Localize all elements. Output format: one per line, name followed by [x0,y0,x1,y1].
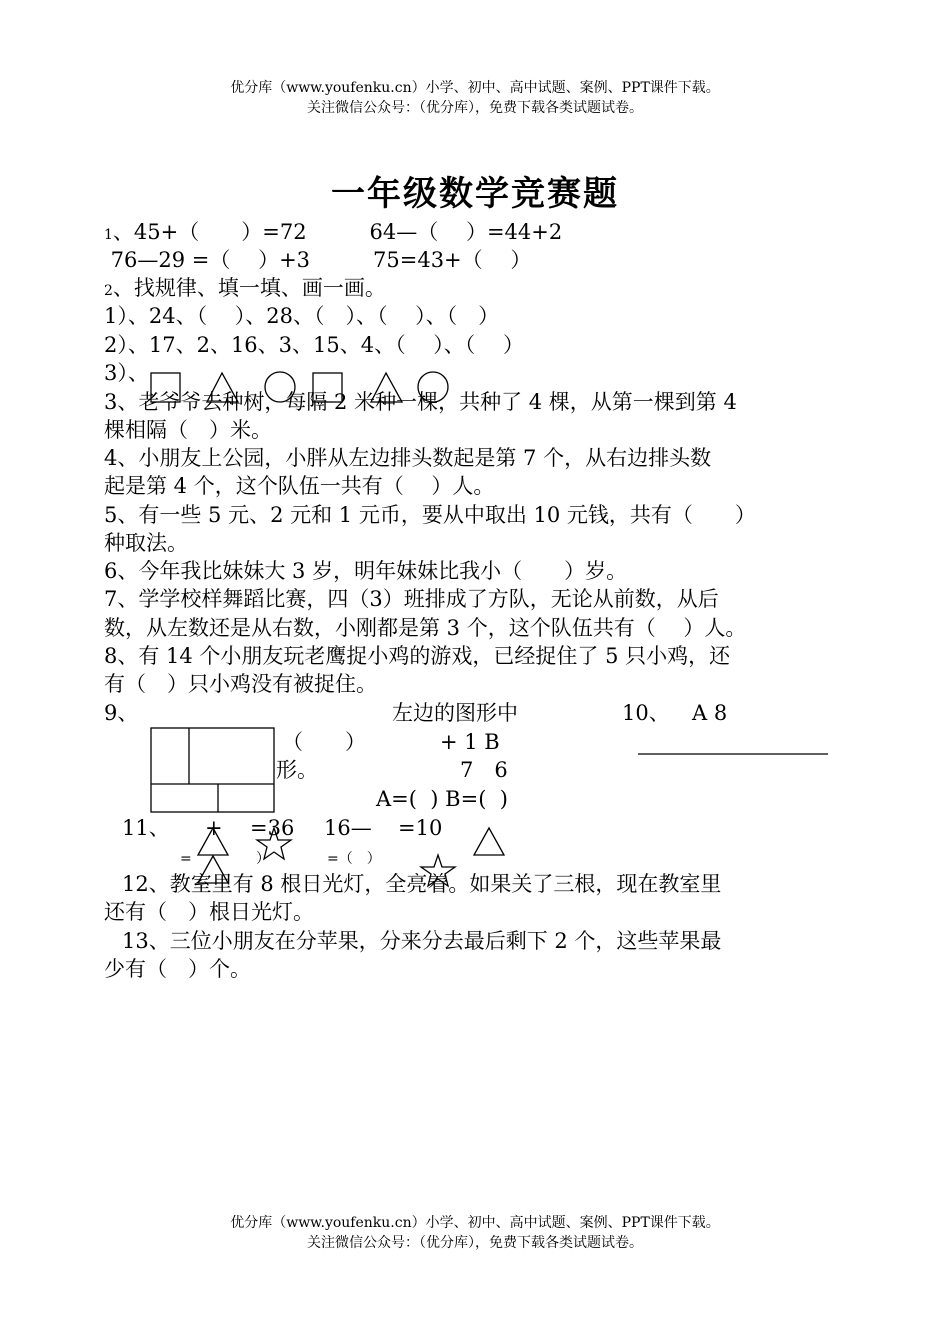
question-2-intro [104,274,386,305]
question-2-intro-text: 、找规律、填一填、画一画。 [112,276,386,300]
question-9-text: 左边的图形中 [392,701,518,725]
question-11-number: 11、 [122,816,170,840]
question-13-line-1: 13、三位小朋友在分苹果，分来分去最后剩下 2 个，这些苹果最 [122,929,722,953]
question-11-minus: 16— [324,816,372,840]
triangle-shape [474,828,504,855]
rectangle-figure [150,727,276,814]
sum-line [638,752,830,756]
question-12-line-1: 12、教室里有 8 根日光灯，全亮着。如果关了三根，现在教室里 [122,872,722,896]
question-10-answer: A=( ) B=( ) [376,787,508,811]
question-9-blank: （ ） [282,730,366,754]
question-9-text-end: 形。 [276,758,318,782]
question-6-line-1: 6、今年我比妹妹大 3 岁，明年妹妹比我小（ ）岁。 [104,559,628,583]
header-line-1: 优分库（www.youfenku.cn）小学、初中、高中试题、案例、PPT课件下载。 [230,80,720,96]
question-11-plus: + [205,816,223,840]
question-2-number: 2 [104,283,113,299]
question-10-number: 10、 [622,701,670,725]
question-3-line-2: 棵相隔（ ）米。 [104,418,272,442]
question-5-line-2: 种取法。 [104,531,188,555]
question-11-eq-2: =10 [398,816,443,840]
question-12-line-2: 还有（ ）根日光灯。 [104,900,314,924]
question-7-line-1: 7、学学校样舞蹈比赛，四（3）班排成了方队，无论从前数，从后 [104,587,719,611]
question-9-number: 9、 [104,701,139,725]
triangle-shape [198,828,228,855]
question-1-number: 1 [104,227,113,243]
question-11-ans-2: =（ ） [327,851,381,867]
question-4-line-2: 起是第 4 个，这个队伍一共有（ ）人。 [104,474,495,498]
footer-line-1: 优分库（www.youfenku.cn）小学、初中、高中试题、案例、PPT课件下载。 [230,1215,720,1231]
question-2-line-1: 1）、24、（ ）、28、（ ）、（ ）、（ ） [104,304,500,328]
question-2-line-3: 3）、 [104,361,149,385]
question-2-line-2: 2）、17、2、16、3、15、4、（ ）、（ ） [104,333,524,357]
question-1-line-2: 76—29 =（ ）+3 75=43+（ ） [104,248,532,272]
question-8-line-2: 有（ ）只小鸡没有被捉住。 [104,672,377,696]
question-1-line-1 [104,218,562,249]
question-13-line-2: 少有（ ）个。 [104,957,251,981]
footer-line-2: 关注微信公众号：（优分库），免费下载各类试题试卷。 [307,1235,643,1251]
question-11-eq-1: =36 [250,816,295,840]
question-10-row-2: + 1 B [440,730,500,754]
question-1-text: 、45+（ ）=72 64—（ ）=44+2 [112,220,563,244]
question-4-line-1: 4、小朋友上公园，小胖从左边排头数起是第 7 个，从右边排头数 [104,446,712,470]
question-7-line-2: 数，从左数还是从右数，小刚都是第 3 个，这个队伍共有（ ）人。 [104,616,747,640]
header-line-2: 关注微信公众号：（优分库），免费下载各类试题试卷。 [307,100,643,116]
question-10-row-3: 7 6 [460,758,508,782]
question-5-line-1: 5、有一些 5 元、2 元和 1 元币，要从中取出 10 元钱，共有（ ） [104,503,756,527]
question-10-row-1: A 8 [692,701,728,725]
question-11-ans-1-close: ） [256,851,270,867]
question-11-ans-1-eq: = [180,851,192,867]
question-3-line-1: 3、老爷爷去种树，每隔 2 米种一棵，共种了 4 棵，从第一棵到第 4 [104,390,737,414]
star-shape [257,828,291,859]
question-8-line-1: 8、有 14 个小朋友玩老鹰捉小鸡的游戏，已经捉住了 5 只小鸡，还 [104,644,731,668]
page-title: 一年级数学竞赛题 [331,174,619,214]
